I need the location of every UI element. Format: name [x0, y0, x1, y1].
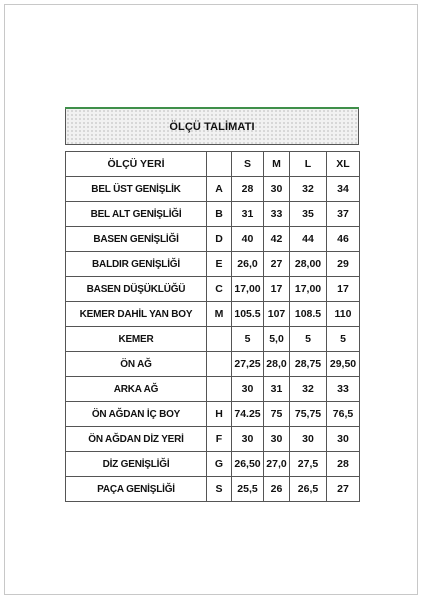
table-row: [66, 202, 360, 227]
table-row: [66, 177, 360, 202]
size-s-cell: 31: [232, 202, 264, 227]
measure-code-cell: C: [207, 277, 232, 302]
size-xl-cell: 34: [327, 177, 360, 202]
table-row: [66, 252, 360, 277]
size-l-cell: 30: [290, 427, 327, 452]
size-xl-cell: 5: [327, 327, 360, 352]
size-xl-cell: 76,5: [327, 402, 360, 427]
measure-name-cell: BEL ALT GENİŞLİĞİ: [66, 202, 207, 227]
size-m-cell: 5,0: [264, 327, 290, 352]
table-row: [66, 427, 360, 452]
measure-name-cell: BEL ÜST GENİŞLİK: [66, 177, 207, 202]
measure-name-cell: ARKA AĞ: [66, 377, 207, 402]
size-l-cell: 35: [290, 202, 327, 227]
measure-code-cell: [207, 377, 232, 402]
header-size-xl: XL: [327, 152, 360, 177]
measure-name-cell: DİZ GENİŞLİĞİ: [66, 452, 207, 477]
table-row: [66, 452, 360, 477]
size-l-cell: 44: [290, 227, 327, 252]
table-row: [66, 377, 360, 402]
table-row: [66, 277, 360, 302]
measure-code-cell: E: [207, 252, 232, 277]
table-row: [66, 477, 360, 502]
measure-name-cell: PAÇA GENİŞLİĞİ: [66, 477, 207, 502]
size-l-cell: 28,75: [290, 352, 327, 377]
size-l-cell: 28,00: [290, 252, 327, 277]
size-m-cell: 26: [264, 477, 290, 502]
size-xl-cell: 27: [327, 477, 360, 502]
size-m-cell: 27,0: [264, 452, 290, 477]
size-s-cell: 74.25: [232, 402, 264, 427]
measure-name-cell: BASEN GENİŞLİĞİ: [66, 227, 207, 252]
size-xl-cell: 37: [327, 202, 360, 227]
measure-code-cell: S: [207, 477, 232, 502]
size-s-cell: 25,5: [232, 477, 264, 502]
size-chart-sheet: [65, 107, 359, 502]
measure-code-cell: F: [207, 427, 232, 452]
measure-code-cell: B: [207, 202, 232, 227]
size-m-cell: 107: [264, 302, 290, 327]
header-measure-point: ÖLÇÜ YERİ: [66, 152, 207, 177]
size-s-cell: 40: [232, 227, 264, 252]
size-xl-cell: 28: [327, 452, 360, 477]
measure-code-cell: M: [207, 302, 232, 327]
measure-name-cell: ÖN AĞ: [66, 352, 207, 377]
measure-name-cell: ÖN AĞDAN DİZ YERİ: [66, 427, 207, 452]
size-l-cell: 108.5: [290, 302, 327, 327]
size-s-cell: 30: [232, 427, 264, 452]
size-m-cell: 33: [264, 202, 290, 227]
measure-name-cell: BASEN DÜŞÜKLÜĞÜ: [66, 277, 207, 302]
size-s-cell: 30: [232, 377, 264, 402]
size-m-cell: 42: [264, 227, 290, 252]
measure-code-cell: H: [207, 402, 232, 427]
measure-code-cell: A: [207, 177, 232, 202]
size-l-cell: 5: [290, 327, 327, 352]
measure-name-cell: BALDIR GENİŞLİĞİ: [66, 252, 207, 277]
header-row: [66, 152, 360, 177]
table-row: [66, 227, 360, 252]
measure-name-cell: ÖN AĞDAN İÇ BOY: [66, 402, 207, 427]
size-s-cell: 26,0: [232, 252, 264, 277]
table-row: [66, 302, 360, 327]
table-row: [66, 327, 360, 352]
size-table: [65, 151, 360, 502]
size-xl-cell: 46: [327, 227, 360, 252]
measure-code-cell: [207, 327, 232, 352]
header-size-m: M: [264, 152, 290, 177]
size-l-cell: 17,00: [290, 277, 327, 302]
size-xl-cell: 30: [327, 427, 360, 452]
measure-code-cell: G: [207, 452, 232, 477]
size-s-cell: 26,50: [232, 452, 264, 477]
size-l-cell: 27,5: [290, 452, 327, 477]
size-s-cell: 28: [232, 177, 264, 202]
header-size-s: S: [232, 152, 264, 177]
size-l-cell: 75,75: [290, 402, 327, 427]
size-m-cell: 27: [264, 252, 290, 277]
size-xl-cell: 33: [327, 377, 360, 402]
size-m-cell: 31: [264, 377, 290, 402]
size-s-cell: 27,25: [232, 352, 264, 377]
size-m-cell: 17: [264, 277, 290, 302]
header-code: [207, 152, 232, 177]
measure-name-cell: KEMER DAHİL YAN BOY: [66, 302, 207, 327]
header-size-l: L: [290, 152, 327, 177]
size-s-cell: 5: [232, 327, 264, 352]
table-row: [66, 402, 360, 427]
chart-title: ÖLÇÜ TALİMATI: [169, 120, 255, 133]
measure-code-cell: [207, 352, 232, 377]
size-m-cell: 30: [264, 177, 290, 202]
size-xl-cell: 29: [327, 252, 360, 277]
size-l-cell: 32: [290, 377, 327, 402]
size-l-cell: 32: [290, 177, 327, 202]
size-xl-cell: 17: [327, 277, 360, 302]
size-xl-cell: 110: [327, 302, 360, 327]
size-l-cell: 26,5: [290, 477, 327, 502]
size-xl-cell: 29,50: [327, 352, 360, 377]
measure-code-cell: D: [207, 227, 232, 252]
title-cell: [65, 109, 359, 145]
table-row: [66, 352, 360, 377]
size-m-cell: 75: [264, 402, 290, 427]
measure-name-cell: KEMER: [66, 327, 207, 352]
size-m-cell: 28,0: [264, 352, 290, 377]
size-s-cell: 17,00: [232, 277, 264, 302]
size-s-cell: 105.5: [232, 302, 264, 327]
size-m-cell: 30: [264, 427, 290, 452]
